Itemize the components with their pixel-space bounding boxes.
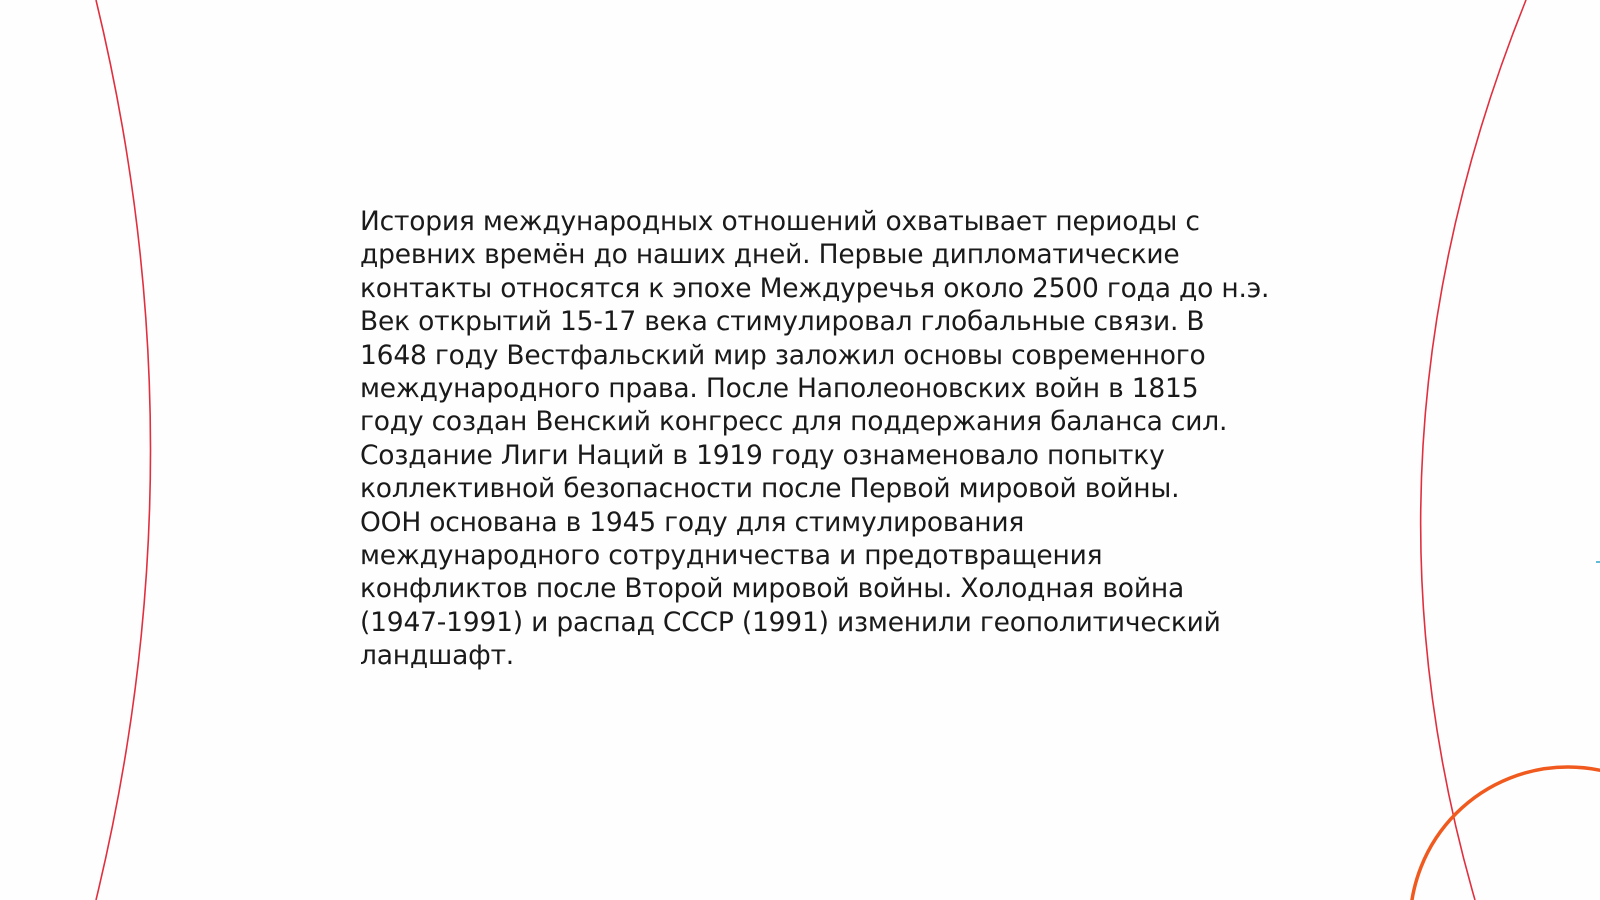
orange-arc <box>1410 767 1600 900</box>
text-line: ООН основана в 1945 году для стимулирования <box>360 506 1025 538</box>
text-line: международного права. После Наполеоновских войн в 1815 <box>360 373 1199 405</box>
right-curve <box>1421 0 1526 900</box>
text-line: древних времён до наших дней. Первые дипломатические <box>360 239 1180 271</box>
text-line: История международных отношений охватывает периоды с <box>360 206 1200 237</box>
text-line: году создан Венский конгресс для поддержания баланса сил. <box>360 406 1228 438</box>
text-line: Век открытий 15-17 века стимулировал глобальные связи. В <box>360 306 1205 338</box>
body-text <box>360 205 1270 673</box>
text-line: коллективной безопасности после Первой мировой войны. <box>360 473 1180 505</box>
text-line: Создание Лиги Наций в 1919 году ознаменовало попытку <box>360 439 1165 471</box>
left-curve <box>96 0 151 900</box>
text-line: международного сотрудничества и предотвращения <box>360 540 1103 572</box>
text-line: (1947-1991) и распад СССР (1991) изменили геополитический <box>360 606 1221 638</box>
text-line: 1648 году Вестфальский мир заложил основы современного <box>360 339 1206 371</box>
text-line: конфликтов после Второй мировой войны. Холодная война <box>360 573 1185 605</box>
text-line: ландшафт. <box>360 640 515 672</box>
text-line: контакты относятся к эпохе Междуречья около 2500 года до н.э. <box>360 272 1270 304</box>
